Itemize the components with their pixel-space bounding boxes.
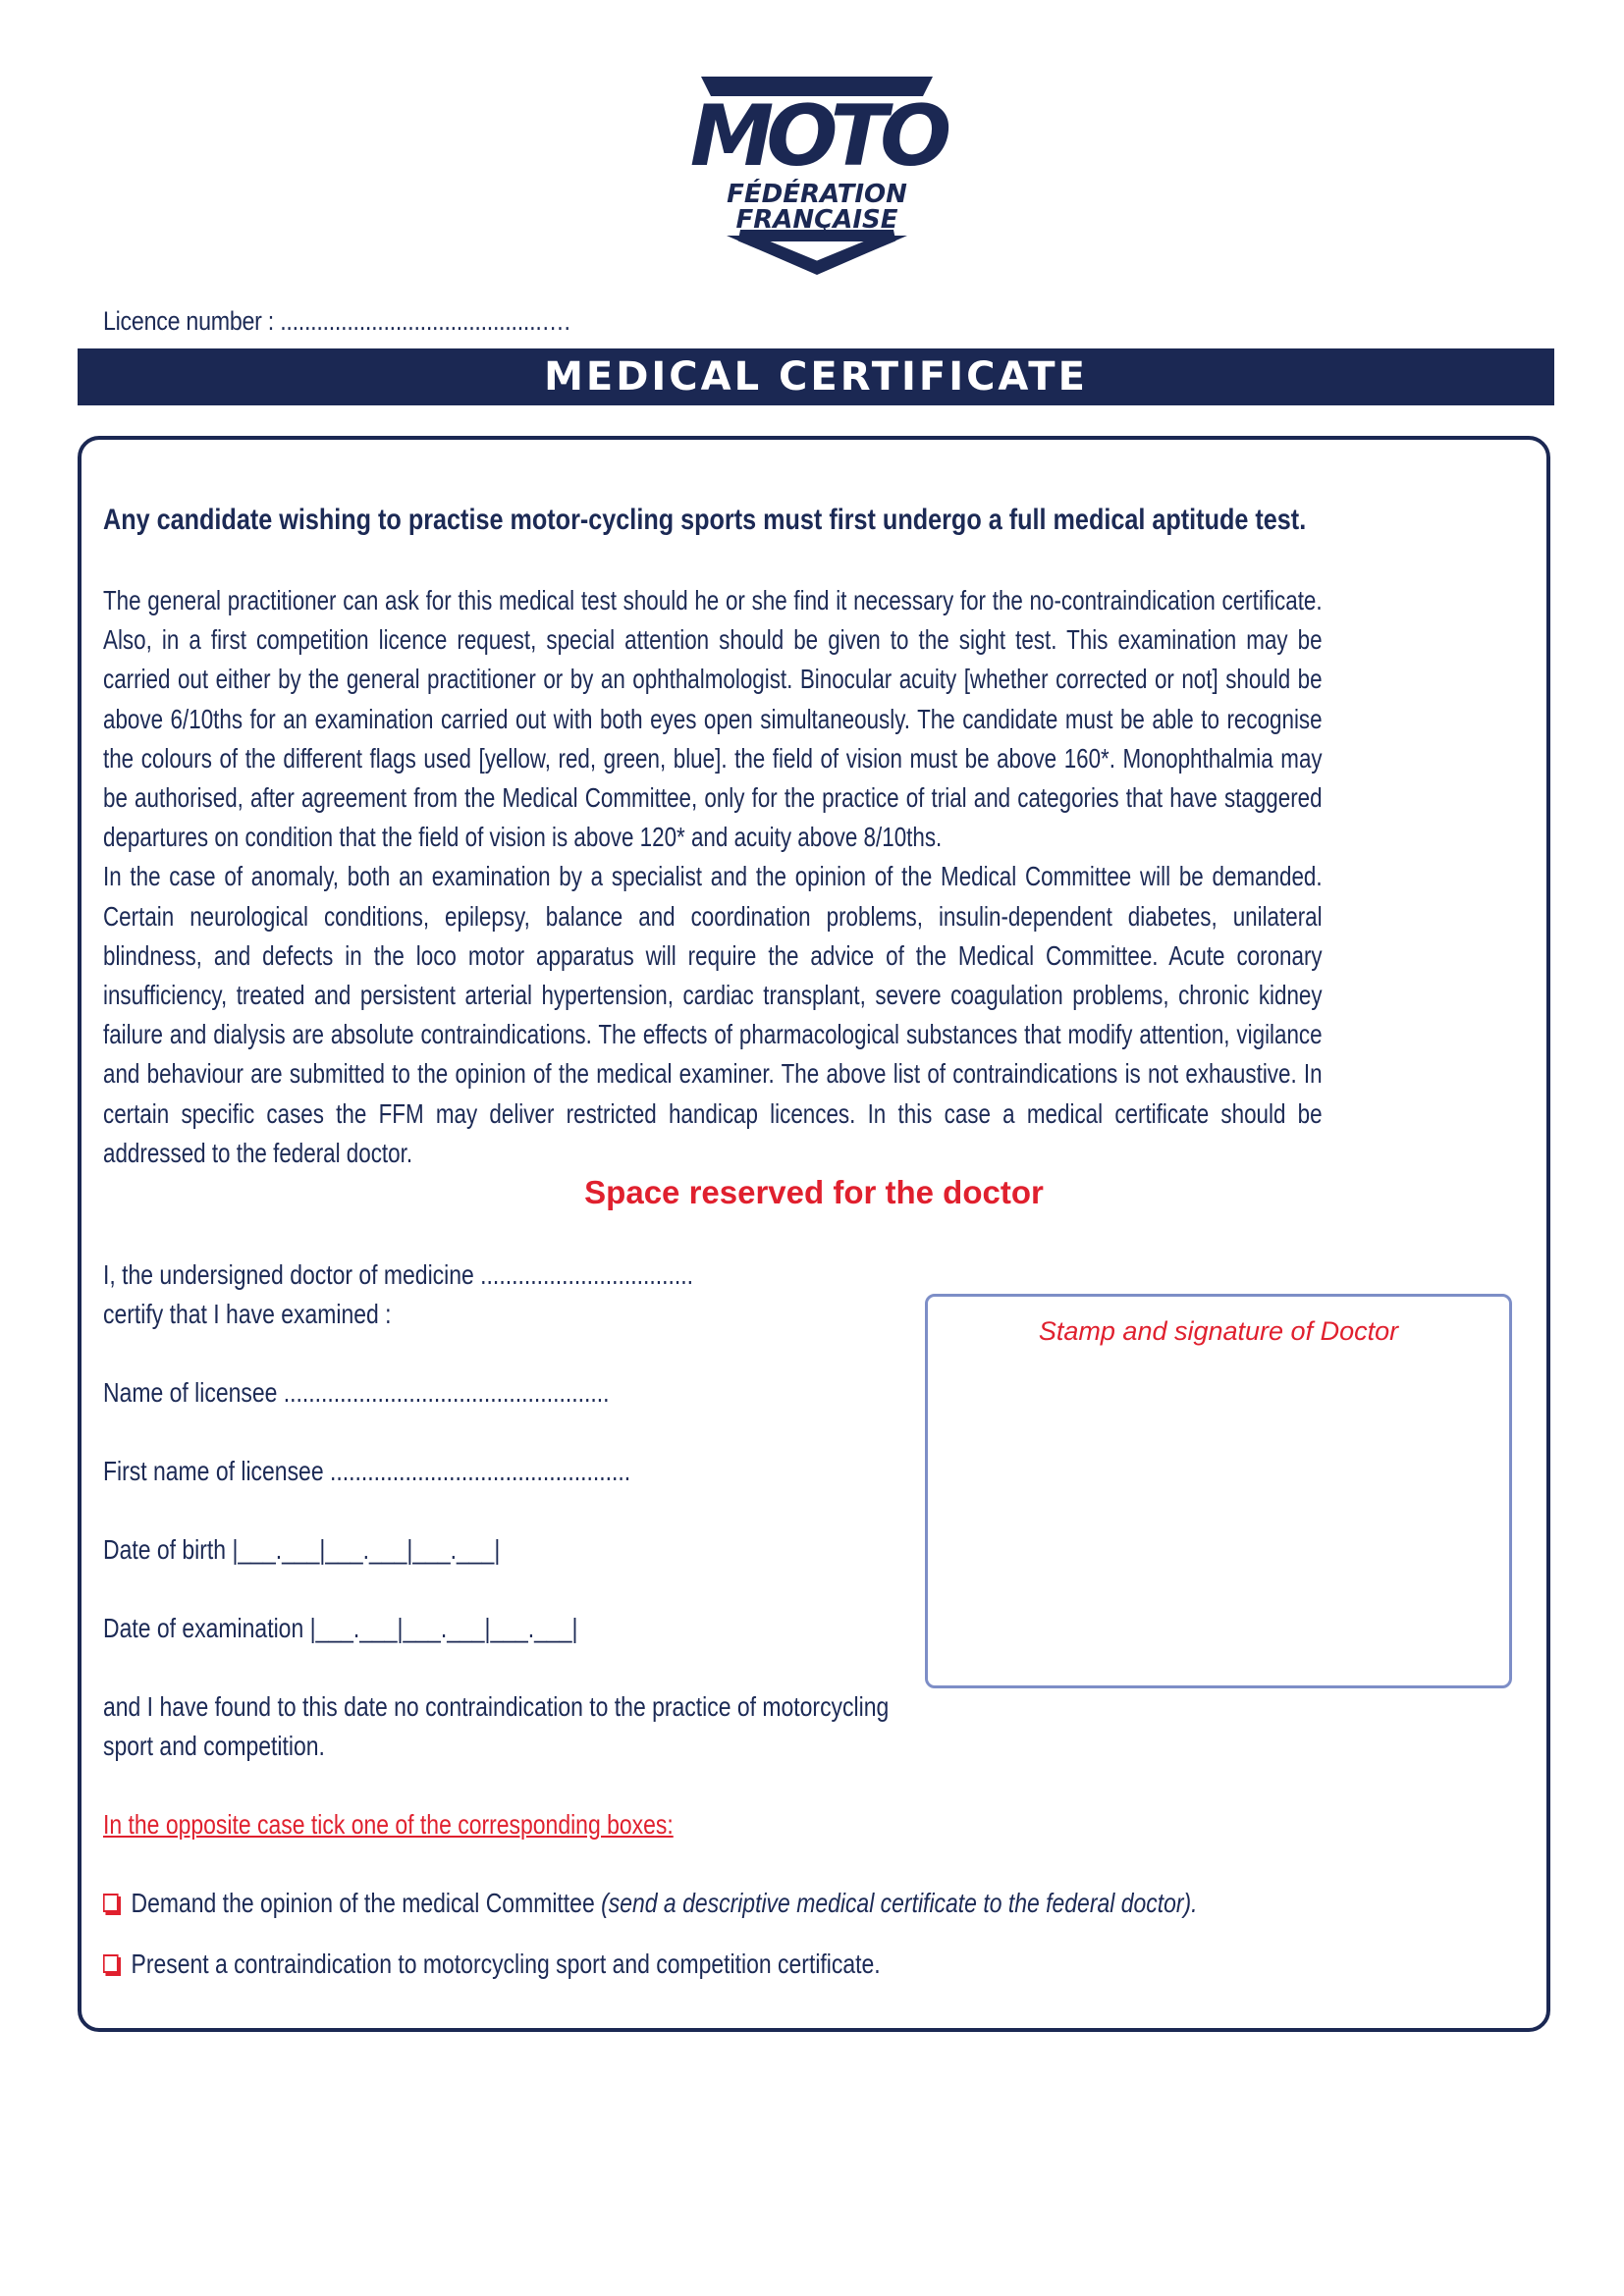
intro-paragraph-1: The general practitioner can ask for this medical test should he or she find it necessary for the no-contraindication certificate. Also, in a first competition licence request, special attention should be given to the sight test. This examination may be carried out either by the general practitioner or by an ophthalmologist. Binocular acuity [whether corrected or not] should be above 6/10ths for an examination carried out with both eyes open simultaneously. The candidate must be able to recognise the colours of the different flags used [yellow, red, green, blue]. the field of vision must be above 160*. Monophthalmia may be authorised, after agreement from the Medical Committee, only for the practice of trial and categories that have staggered departures on condition that the field of vision is above 120* and acuity above 8/10ths. <box>103 585 1323 853</box>
certify-text: certify that I have examined : <box>103 1299 392 1329</box>
page-title: MEDICAL CERTIFICATE <box>544 354 1088 400</box>
intro-paragraph-2: In the case of anomaly, both an examination by a specialist and the opinion of the Medical Committee will be demanded. Certain neurological conditions, epilepsy, balance and coordination problems, insulin-dependent diabetes, unilateral blindness, and defects in the loco motor apparatus will require the advice of the Medical Committee. Acute coronary insufficiency, treated and persistent arterial hypertension, cardiac transplant, severe coagulation problems, chronic kidney failure and dialysis are absolute contraindications. The effects of pharmacological substances that modify attention, vigilance and behaviour are submitted to the opinion of the medical examiner. The above list of contraindications is not exhaustive. In certain specific cases the FFM may deliver restricted handicap licences. In this case a medical certificate should be addressed to the federal doctor. <box>103 861 1323 1168</box>
intro-lead: Any candidate wishing to practise motor-cycling sports must first undergo a full medical aptitude test. <box>103 504 1307 536</box>
title-banner <box>78 348 1554 405</box>
licensee-name-field[interactable]: Name of licensee .................................................... <box>103 1377 610 1408</box>
option-committee-label: Demand the opinion of the medical Committee <box>131 1888 595 1918</box>
licence-number-line <box>103 306 570 337</box>
undersigned-doctor-field[interactable]: I, the undersigned doctor of medicine .................................. <box>103 1259 694 1290</box>
stamp-signature-box[interactable] <box>925 1294 1512 1688</box>
finding-text-line-1: and I have found to this date no contraindication to the practice of motorcycling <box>103 1691 890 1722</box>
logo-francaise-text: FRANÇAISE <box>735 205 898 235</box>
ffm-logo <box>677 75 956 277</box>
date-of-birth-field[interactable]: Date of birth |___.___|___.___|___.___| <box>103 1534 501 1565</box>
stamp-label: Stamp and signature of Doctor <box>1038 1316 1399 1346</box>
logo-moto-text: MOTO <box>689 87 945 186</box>
doctor-section-heading: Space reserved for the doctor <box>584 1174 1044 1210</box>
committee-checkbox[interactable] <box>103 1894 119 1912</box>
opposite-case-instruction: In the opposite case tick one of the corresponding boxes: <box>103 1809 674 1840</box>
option-contraindication-label: Present a contraindication to motorcycling sport and competition certificate. <box>131 1949 881 1979</box>
option-committee-note: (send a descriptive medical certificate to the federal doctor). <box>601 1888 1198 1918</box>
ffm-shield-icon <box>677 75 956 277</box>
licence-label: Licence number : <box>103 306 275 336</box>
intro-text <box>103 581 1323 1173</box>
option-committee-row <box>103 1888 1198 1919</box>
date-of-examination-field[interactable]: Date of examination |___.___|___.___|___.___| <box>103 1613 578 1643</box>
licence-number-field[interactable]: ...........................................…. <box>280 306 570 336</box>
logo-federation-text: FÉDÉRATION <box>727 180 907 209</box>
option-contraindication-row <box>103 1949 881 1980</box>
finding-text-line-2: sport and competition. <box>103 1731 325 1761</box>
contraindication-checkbox[interactable] <box>103 1954 119 1973</box>
licensee-first-name-field[interactable]: First name of licensee ................................................ <box>103 1456 631 1486</box>
